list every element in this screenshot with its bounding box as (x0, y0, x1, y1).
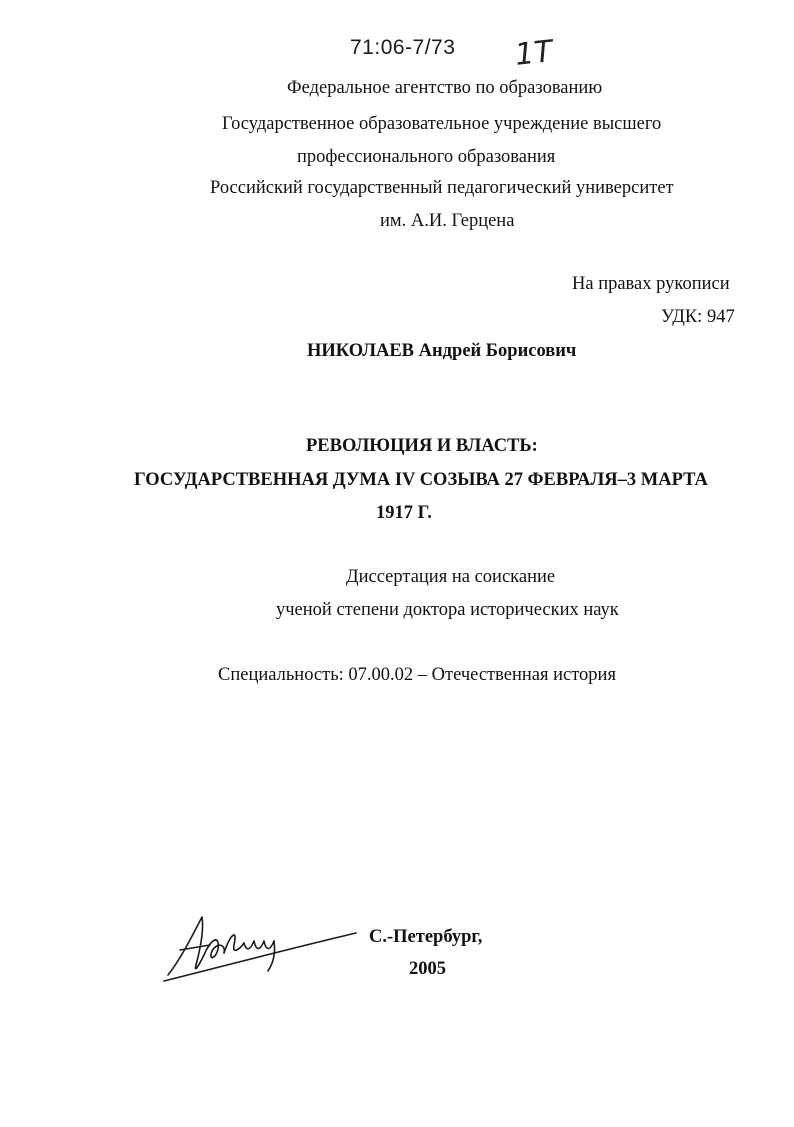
author-name: НИКОЛАЕВ Андрей Борисович (307, 341, 577, 361)
signature (160, 905, 360, 985)
city: С.-Петербург, (369, 927, 483, 947)
year: 2005 (409, 959, 446, 979)
manuscript-note: На правах рукописи (572, 274, 730, 294)
handwritten-mark: 1Т (513, 34, 555, 73)
organization-line-5: им. А.И. Герцена (380, 211, 515, 231)
title-line-1: РЕВОЛЮЦИЯ И ВЛАСТЬ: (306, 436, 538, 456)
organization-line-3: профессионального образования (297, 147, 556, 167)
udc-code: УДК: 947 (661, 307, 735, 327)
dissertation-line-1: Диссертация на соискание (346, 567, 556, 587)
specialty: Специальность: 07.00.02 – Отечественная история (218, 665, 616, 685)
catalog-number: 71:06-7/73 (350, 36, 456, 59)
dissertation-line-2: ученой степени доктора исторических наук (276, 600, 619, 620)
organization-line-1: Федеральное агентство по образованию (287, 78, 603, 98)
organization-line-4: Российский государственный педагогический университет (210, 178, 674, 198)
title-line-3: 1917 Г. (376, 503, 432, 523)
title-line-2: ГОСУДАРСТВЕННАЯ ДУМА IV СОЗЫВА 27 ФЕВРАЛЯ–3 МАРТА (134, 470, 708, 490)
organization-line-2: Государственное образовательное учреждение высшего (222, 114, 662, 134)
